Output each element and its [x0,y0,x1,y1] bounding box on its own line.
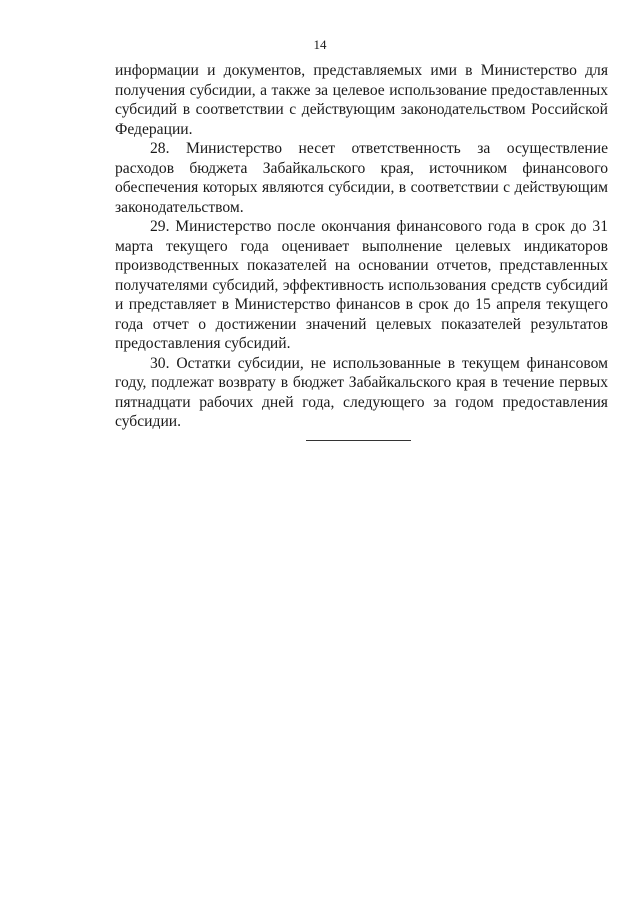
paragraph-28: 28. Министерство несет ответственность за осуществление расходов бюджета Забайкальского края, источником финансового обеспечения которых являются субсидии, в соответствии с действующим законодательством. [115,140,608,216]
paragraph-continuation: информации и документов, представляемых ими в Министерство для получения субсидии, а также за целевое использование предоставленных субсидий в соответствии с действующим законодательством Российской Федерации. [115,62,608,138]
page-number: 14 [313,37,327,52]
document-body [115,61,608,432]
paragraph-30: 30. Остатки субсидии, не использованные в текущем финансовом году, подлежат возврату в бюджет Забайкальского края в течение первых пятнадцати рабочих дней года, следующего за годом предоставления субсидии. [115,354,608,430]
paragraph-29: 29. Министерство после окончания финансового года в срок до 31 марта текущего года оценивает выполнение целевых индикаторов производственных показателей на основании отчетов, представленных получателями субсидий, эффективность использования средств субсидий и представляет в Министерство финансов в срок до 15 апреля текущего года отчет о достижении значений целевых показателей результатов предоставления субсидий. [115,218,608,352]
end-of-document-rule [306,440,411,441]
